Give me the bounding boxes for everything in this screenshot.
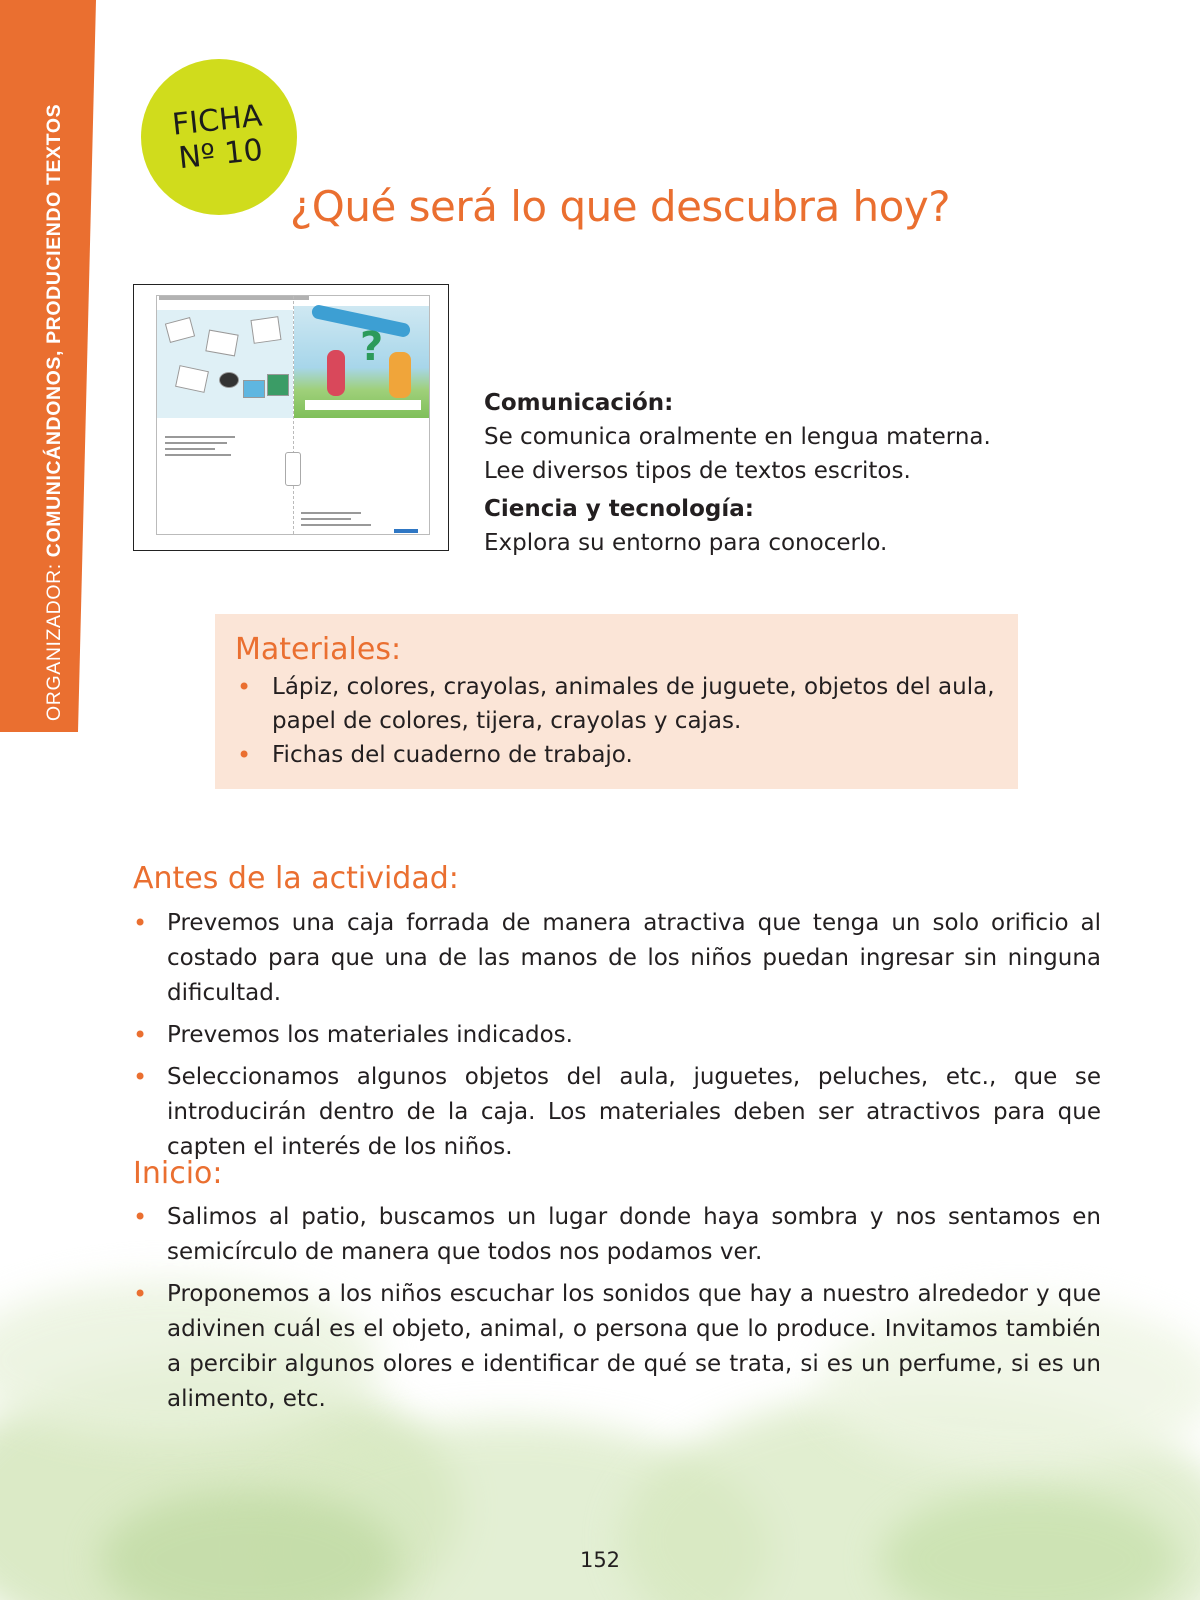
workbook-thumbnail — [133, 284, 449, 551]
list-item: • Seleccionamos algunos objetos del aula, juguetes, peluches, etc., que se introducirán dentro de la caja. Los materiales deben ser atractivos para que capten el interés de los niños. — [133, 1060, 1101, 1165]
materials-box — [215, 614, 1018, 789]
page-title: ¿Qué será lo que descubra hoy? — [290, 182, 950, 231]
badge-line-1: FICHA — [170, 98, 264, 143]
before-activity-heading: Antes de la actividad: — [133, 861, 459, 896]
objects-illustration — [157, 310, 293, 418]
sidebar-title: COMUNICÁNDONOS, PRODUCIENDO TEXTOS — [43, 103, 65, 558]
list-item: • Lápiz, colores, crayolas, animales de juguete, objetos del aula, papel de colores, tijera, crayolas y cajas. — [235, 670, 995, 738]
start-heading: Inicio: — [133, 1156, 223, 1191]
thumbnail-page-marker — [394, 529, 418, 533]
start-list — [133, 1200, 1101, 1424]
competency-item: Lee diversos tipos de textos escritos. — [484, 458, 911, 484]
before-activity-list — [133, 906, 1101, 1172]
area-heading: Comunicación: — [484, 390, 674, 416]
page-number: 152 — [579, 1548, 621, 1572]
competency-item: Se comunica oralmente en lengua materna. — [484, 424, 991, 450]
materials-list — [235, 670, 995, 772]
badge-line-2: Nº 10 — [176, 132, 265, 177]
competencies-block — [484, 386, 1044, 560]
list-item: • Prevemos una caja forrada de manera atractiva que tenga un solo orificio al costado para que una de las manos de los niños puedan ingresar sin ninguna dificultad. — [133, 906, 1101, 1011]
competency-item: Explora su entorno para conocerlo. — [484, 530, 888, 556]
list-item: • Prevemos los materiales indicados. — [133, 1018, 1101, 1053]
side-band — [0, 0, 78, 732]
sidebar-organizer-label — [43, 104, 66, 721]
list-item: • Fichas del cuaderno de trabajo. — [235, 738, 995, 772]
riddles-cover-illustration: ? — [294, 306, 429, 418]
ficha-badge — [141, 59, 297, 215]
list-item: • Proponemos a los niños escuchar los sonidos que hay a nuestro alrededor y que adivinen cuál es el objeto, animal, o persona que lo produce. Invitamos también a percibir algunos olores e identificar de qué se trata, si es un perfume, si es un alimento, etc. — [133, 1277, 1101, 1417]
sidebar-prefix: ORGANIZADOR: — [43, 557, 65, 721]
area-heading: Ciencia y tecnología: — [484, 496, 754, 522]
list-item: • Salimos al patio, buscamos un lugar donde haya sombra y nos sentamos en semicírculo de manera que todos nos podamos ver. — [133, 1200, 1101, 1270]
materials-heading: Materiales: — [235, 632, 402, 667]
